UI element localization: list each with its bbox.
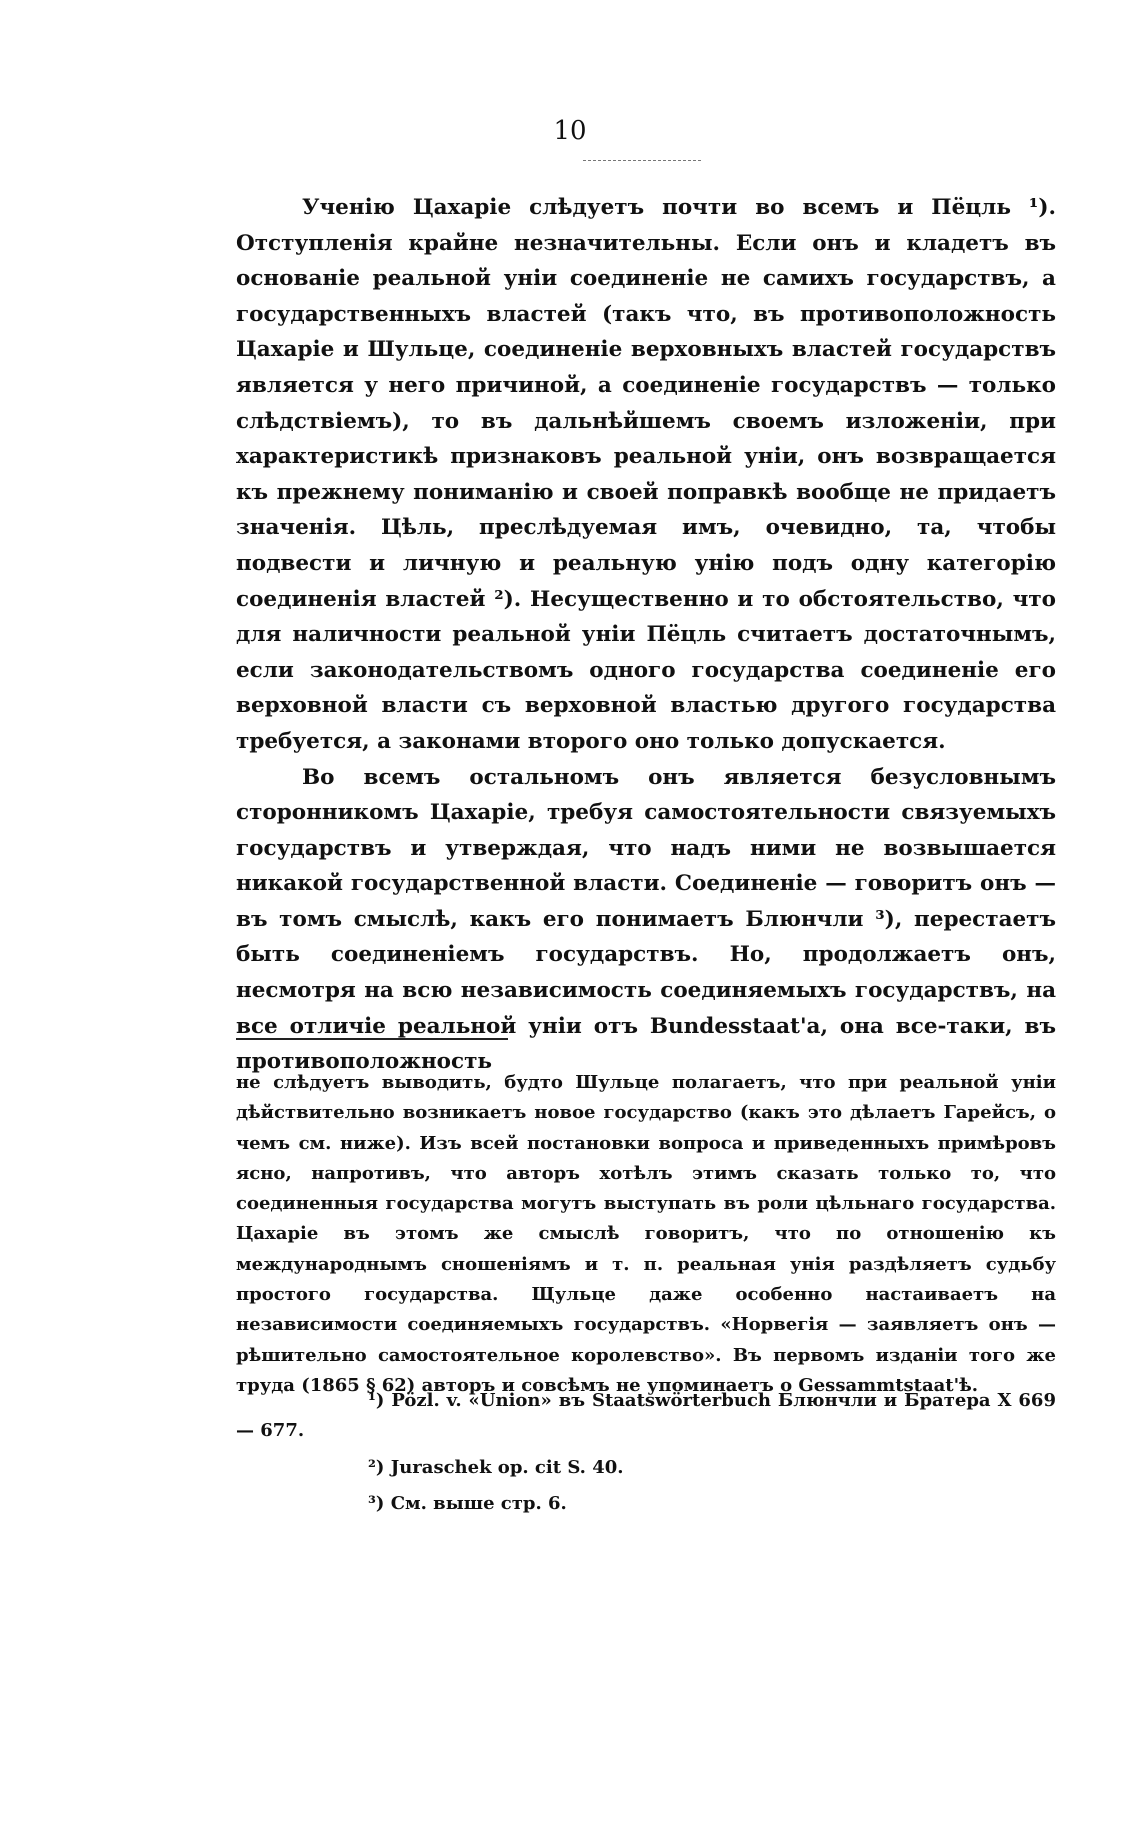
footnote-text: Pözl. v. «Union» въ Staatswörterbuch Блюнчли и Братера X 669 — 677. <box>236 1390 1056 1442</box>
footnote-3 <box>236 1489 1056 1519</box>
footnote-text: не слѣдуетъ выводить, будто Шульце полагаетъ, что при реальной унiи дѣйствительно возникаетъ новое государство (какъ это дѣлаетъ Гарейсъ, о чемъ см. ниже). Изъ всей постановки вопроса и приведенныхъ примѣровъ ясно, напротивъ, что авторъ хотѣлъ этимъ сказать только то, что соединенныя государства могутъ выступать въ роли цѣльнаго государства. Цахарiе въ этомъ же смыслѣ говоритъ, что по отношенiю къ международнымъ сношенiямъ и т. п. реальная унiя раздѣляетъ судьбу простого государства. Щульце даже особенно настаиваетъ на независимости соединяемыхъ государствъ. «Норвегiя — заявляетъ онъ — рѣшительно самостоятельное королевство». Въ первомъ изданiи того же труда (1865 § 62) авторъ и совсѣмъ не упоминаетъ о Gessammtstaat'ѣ. <box>236 1072 1056 1396</box>
continued-footnote <box>236 1068 1056 1401</box>
footnote-marker: ¹) <box>368 1390 385 1411</box>
footnote-marker: ³) <box>368 1492 385 1514</box>
footnote-separator <box>236 1038 508 1040</box>
main-text <box>236 190 1056 1080</box>
header-rule <box>583 160 701 161</box>
page-number: 10 <box>553 116 587 146</box>
paragraph: Ученiю Цахарiе слѣдуетъ почти во всемъ и Пёцль ¹). Отступленiя крайне незначительны. Если онъ и кладетъ въ основанiе реальной унiи соединенiе не самихъ государствъ, а государственныхъ властей (такъ что, въ противоположность Цахарiе и Шульце, соединенiе верховныхъ властей государствъ является у него причиной, а соединенiе государствъ — только слѣдствiемъ), то въ дальнѣйшемъ своемъ изложенiи, при характеристикѣ признаковъ реальной унiи, онъ возвращается къ прежнему пониманiю и своей поправкѣ вообще не придаетъ значенiя. Цѣль, преслѣдуемая имъ, очевидно, та, чтобы подвести и личную и реальную унiю подъ одну категорiю соединенiя властей ²). Несущественно и то обстоятельство, что для наличности реальной унiи Пёцль считаетъ достаточнымъ, если законодательствомъ одного государства соединенiе его верховной власти съ верховной властью другого государства требуется, а законами второго оно только допускается. <box>236 195 1056 754</box>
footnote-1 <box>236 1386 1056 1447</box>
paragraph: Во всемъ остальномъ онъ является безусловнымъ сторонникомъ Цахарiе, требуя самостоятельности связуемыхъ государствъ и утверждая, что надъ ними не возвышается никакой государственной власти. Соединенiе — говоритъ онъ — въ томъ смыслѣ, какъ его понимаетъ Блюнчли ³), перестаетъ быть соединенiемъ государствъ. Но, продолжаетъ онъ, несмотря на всю независимость соединяемыхъ государствъ, на все отличiе реальной унiи отъ Bundesstaat'а, она все-таки, въ противоположность <box>236 764 1056 1075</box>
footnote-text: См. выше стр. 6. <box>390 1492 567 1514</box>
footnotes <box>236 1386 1056 1525</box>
footnote-2 <box>236 1453 1056 1483</box>
footnote-text: Juraschek op. cit S. 40. <box>390 1456 624 1478</box>
footnote-marker: ²) <box>368 1456 385 1478</box>
